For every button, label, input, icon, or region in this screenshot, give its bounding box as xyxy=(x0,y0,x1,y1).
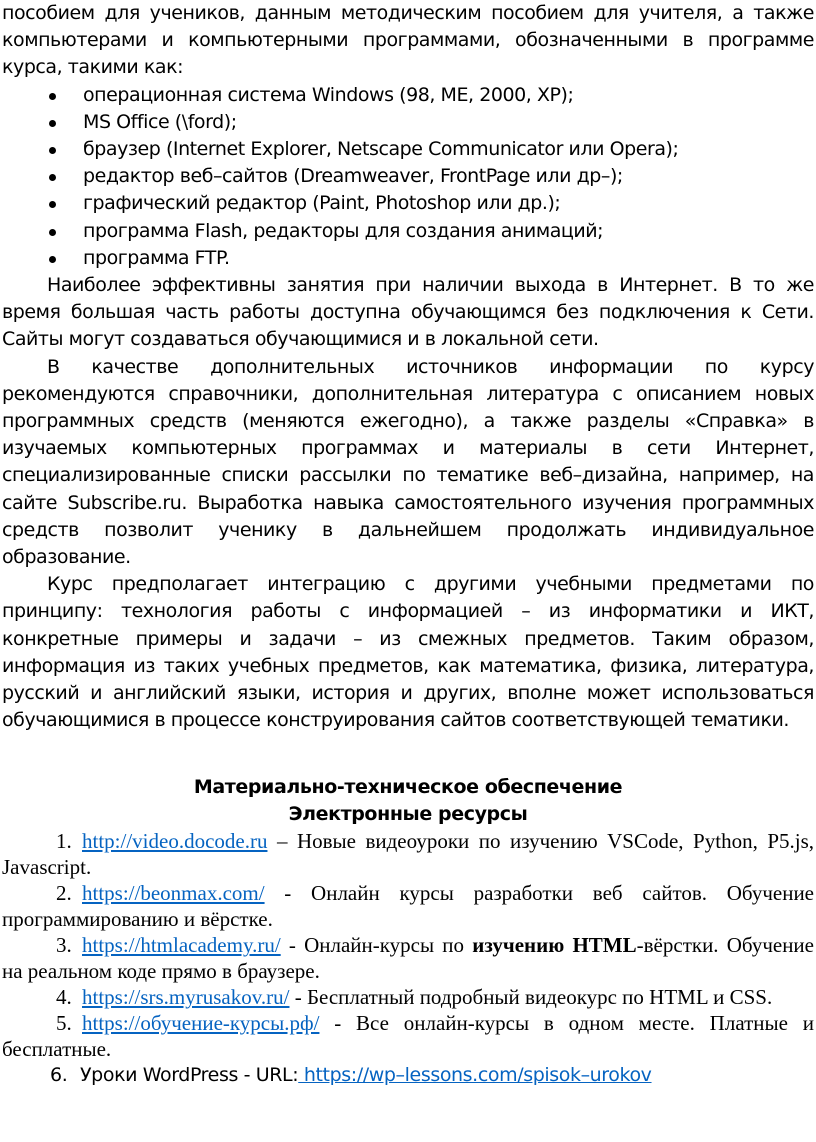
resource-item xyxy=(2,984,814,1010)
section-heading: Материально-техническое обеспечение xyxy=(193,776,623,799)
section-subheading: Электронные ресурсы xyxy=(288,803,528,826)
bullet-icon xyxy=(49,147,56,154)
item-number: 5. xyxy=(56,1011,72,1036)
list-item: редактор веб–сайтов (Dreamweaver, FrontPage или др–); xyxy=(2,163,814,190)
bullet-icon xyxy=(49,174,56,181)
paragraph-sources: В качестве дополнительных источников информации по курсу рекомендуются справочники, дополнительная литература с описанием новых программных средств (меняются ежегодно), а также разделы «Справка» в изучаемых компьютерных программах и материалы в сети Интернет, специализированные списки рассылки по тематике веб–дизайна, например, на сайте Subscribe.ru. Выработка навыка самостоятельного изучения программных средств позволит ученику в дальнейшем продолжать индивидуальное образование. xyxy=(2,355,814,569)
resource-description-bold: изучению HTML xyxy=(472,933,637,958)
list-item: операционная система Windows (98, ME, 2000, XP); xyxy=(2,82,814,109)
item-number: 6. xyxy=(50,1064,68,1087)
resource-description: Уроки WordPress - URL: xyxy=(80,1064,299,1087)
bullet-icon xyxy=(49,120,56,127)
resource-description: - Онлайн курсы разработки веб сайтов. Обучение программированию и вёрстке. xyxy=(2,881,814,932)
item-number: 3. xyxy=(56,933,72,958)
resource-item xyxy=(2,880,814,932)
resource-item-wordpress xyxy=(2,1062,814,1089)
software-list xyxy=(2,82,814,272)
resource-link[interactable]: http://video.docode.ru xyxy=(82,829,268,854)
list-item: программа Flash, редакторы для создания анимаций; xyxy=(2,218,814,245)
resource-description: - Онлайн-курсы по xyxy=(280,933,473,958)
resource-link[interactable]: https://обучение-курсы.рф/ xyxy=(82,1011,320,1036)
bullet-icon xyxy=(49,229,56,236)
lead-paragraph: пособием для учеников, данным методическим пособием для учителя, а также компьютерами и компьютерными программами, обозначенными в программе курса, такими как: xyxy=(2,2,814,79)
bullet-icon xyxy=(49,201,56,208)
bullet-icon xyxy=(49,256,56,263)
resource-description-tail: -вёрстки. Обучение на реальном коде прямо в браузере. xyxy=(2,933,814,984)
resource-list xyxy=(2,828,814,1062)
list-item: MS Office (\ford); xyxy=(2,109,814,136)
resource-link[interactable]: https://beonmax.com/ xyxy=(82,881,265,906)
item-number: 1. xyxy=(56,829,72,854)
resource-link[interactable]: https://wp–lessons.com/spisok–urokov xyxy=(298,1064,652,1087)
resource-link[interactable]: https://srs.myrusakov.ru/ xyxy=(82,985,290,1010)
resource-description: - Бесплатный подробный видеокурс по HTML и CSS. xyxy=(289,985,773,1010)
item-number: 4. xyxy=(56,985,72,1010)
item-number: 2. xyxy=(56,881,72,906)
resource-item xyxy=(2,828,814,880)
bullet-icon xyxy=(49,93,56,100)
list-item: программа FTP. xyxy=(2,245,814,272)
resource-description: - Все онлайн-курсы в одном месте. Платные и бесплатные. xyxy=(2,1011,814,1062)
resource-item xyxy=(2,1010,814,1062)
paragraph-integration: Курс предполагает интеграцию с другими учебными предметами по принципу: технология работы с информацией – из информатики и ИКТ, конкретные примеры и задачи – из смежных предметов. Таким образом, информация из таких учебных предметов, как математика, физика, литература, русский и английский языки, история и других, вполне может использоваться обучающимися в процессе конструирования сайтов соответствующей тематики. xyxy=(2,573,814,732)
paragraph-internet: Наиболее эффективны занятия при наличии выхода в Интернет. В то же время большая часть работы доступна обучающимся без подключения к Сети. Сайты могут создаваться обучающимися и в локальной сети. xyxy=(2,274,814,351)
resource-item xyxy=(2,932,814,984)
list-item: графический редактор (Paint, Photoshop или др.); xyxy=(2,190,814,217)
resource-description: – Новые видеоуроки по изучению VSCode, Python, P5.js, Javascript. xyxy=(2,829,814,880)
list-item: браузер (Internet Explorer, Netscape Communicator или Opera); xyxy=(2,136,814,163)
resource-link[interactable]: https://htmlacademy.ru/ xyxy=(82,933,281,958)
